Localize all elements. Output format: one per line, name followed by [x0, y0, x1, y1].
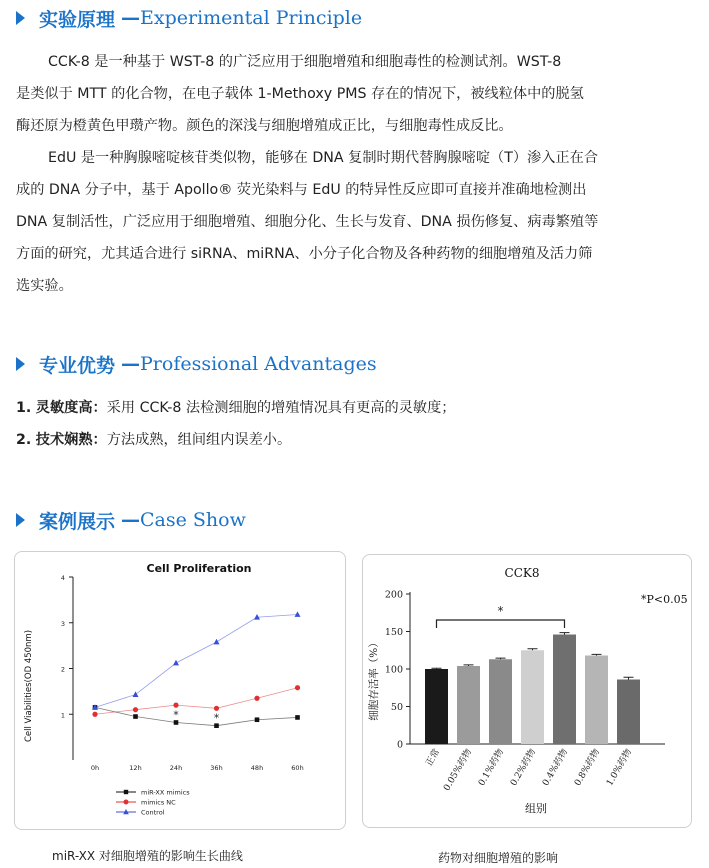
- principle-text: [16, 46, 693, 302]
- x-tick-label: 0.4%药物: [541, 747, 571, 788]
- x-tick-label: 正常: [424, 747, 443, 769]
- series-line: [95, 688, 298, 715]
- section-title-dash: —: [121, 7, 141, 29]
- data-point-square: [255, 717, 260, 722]
- chart-card-proliferation: [14, 551, 346, 830]
- section-title-dash: —: [121, 509, 141, 531]
- data-point-triangle: [214, 639, 220, 645]
- series-line: [95, 707, 298, 725]
- section-header-principle: [16, 5, 362, 31]
- section-title-zh: 案例展示: [39, 510, 116, 533]
- section-title-zh: 实验原理: [39, 8, 116, 31]
- legend-label: Control: [141, 808, 165, 817]
- advantage-item: [16, 392, 455, 424]
- paragraph-line: 方面的研究，尤其适合进行 siRNA、miRNA、小分子化合物及各种药物的细胞增殖及活力筛: [16, 246, 593, 262]
- data-point-circle: [295, 685, 300, 690]
- x-tick-label: 0h: [90, 764, 100, 772]
- x-tick-label: 36h: [210, 764, 223, 772]
- y-tick-label: 200: [384, 589, 403, 601]
- advantage-number: 1.: [16, 400, 32, 416]
- x-tick-label: 0.05%药物: [442, 747, 475, 793]
- triangle-bullet-icon: [16, 357, 25, 371]
- paragraph-line: 选实验。: [16, 278, 73, 294]
- section-title-en: Experimental Principle: [140, 7, 363, 29]
- advantage-item: [16, 424, 291, 456]
- data-point-circle: [92, 712, 97, 717]
- cck8-bar-chart: [363, 555, 691, 827]
- bar: [425, 669, 448, 744]
- data-point-circle: [173, 703, 178, 708]
- advantage-title: 技术娴熟：: [35, 432, 107, 448]
- data-point-circle: [133, 707, 138, 712]
- section-title-dash: —: [121, 353, 141, 375]
- section-title-zh: 专业优势: [39, 354, 116, 377]
- paragraph-line: 酶还原为橙黄色甲瓒产物。颜色的深浅与细胞增殖成正比，与细胞毒性成反比。: [16, 118, 513, 134]
- chart-title: Cell Proliferation: [146, 562, 252, 575]
- significance-star: *: [213, 711, 220, 725]
- x-tick-label: 60h: [291, 764, 304, 772]
- chart-caption: miR-XX 对细胞增殖的影响生长曲线: [52, 849, 243, 863]
- bar: [553, 635, 576, 745]
- y-tick-label: 100: [384, 664, 403, 676]
- significance-star: *: [173, 708, 179, 722]
- data-point-circle: [214, 706, 219, 711]
- legend-label: miR-XX mimics: [141, 788, 190, 797]
- data-point-triangle: [295, 611, 301, 617]
- y-tick-label: 0: [396, 739, 403, 751]
- chart-caption: 药物对细胞增殖的影响: [438, 851, 559, 865]
- y-tick-label: 50: [390, 702, 403, 713]
- advantage-text: 采用 CCK-8 法检测细胞的增殖情况具有更高的灵敏度；: [106, 400, 456, 416]
- significance-bracket: [437, 620, 565, 628]
- series-line: [95, 615, 298, 708]
- chart-card-cck8: [362, 554, 692, 828]
- x-tick-label: 0.8%药物: [573, 747, 603, 788]
- significance-star: *: [497, 604, 504, 618]
- y-tick-label: 150: [384, 627, 403, 638]
- advantage-text: 方法成熟，组间组内误差小。: [106, 432, 292, 448]
- data-point-square: [295, 715, 300, 720]
- x-tick-label: 1.0%药物: [605, 747, 635, 788]
- legend-marker: [124, 800, 129, 805]
- y-tick-label: 2: [60, 665, 65, 674]
- paragraph-line: EdU 是一种胸腺嘧啶核苷类似物，能够在 DNA 复制时期代替胸腺嘧啶（T）渗入正在合: [48, 150, 598, 166]
- y-tick-label: 1: [60, 711, 65, 720]
- section-header-cases: [16, 507, 246, 533]
- section-title-en: Case Show: [140, 509, 246, 531]
- section-header-advantages: [16, 351, 377, 377]
- bar: [521, 650, 544, 744]
- y-tick-label: 4: [60, 574, 65, 582]
- significance-note: *P<0.05: [641, 593, 688, 606]
- advantage-title: 灵敏度高：: [35, 400, 107, 416]
- x-tick-label: 12h: [129, 764, 142, 772]
- triangle-bullet-icon: [16, 11, 25, 25]
- legend-marker: [124, 790, 128, 794]
- x-tick-label: 24h: [169, 764, 183, 772]
- paragraph-line: 是类似于 MTT 的化合物，在电子载体 1-Methoxy PMS 存在的情况下，被线粒体中的脱氢: [16, 86, 584, 102]
- bar: [585, 656, 608, 745]
- legend-label: mimics NC: [141, 798, 176, 807]
- x-tick-label: 0.2%药物: [509, 747, 539, 788]
- proliferation-line-chart: [15, 552, 345, 829]
- data-point-square: [133, 714, 138, 719]
- advantage-number: 2.: [16, 432, 32, 448]
- y-axis-label: 细胞存活率（%）: [368, 637, 380, 721]
- y-tick-label: 3: [60, 619, 65, 628]
- triangle-bullet-icon: [16, 513, 25, 527]
- x-tick-label: 48h: [250, 764, 264, 772]
- x-axis-label: 组别: [525, 802, 547, 815]
- bar: [489, 659, 512, 744]
- paragraph-line: DNA 复制活性，广泛应用于细胞增殖、细胞分化、生长与发育、DNA 损伤修复、病毒繁殖等: [16, 214, 599, 230]
- x-tick-label: 0.1%药物: [477, 747, 507, 788]
- data-point-circle: [254, 696, 259, 701]
- data-point-triangle: [173, 660, 179, 666]
- y-axis-label: Cell Viabilities(OD 450nm): [24, 629, 34, 743]
- section-title-en: Professional Advantages: [140, 353, 377, 375]
- data-point-triangle: [133, 691, 139, 697]
- bar: [457, 666, 480, 744]
- bar: [617, 680, 640, 745]
- paragraph-line: 成的 DNA 分子中，基于 Apollo® 荧光染料与 EdU 的特异性反应即可直接并准确地检测出: [16, 182, 587, 198]
- chart-title: CCK8: [504, 566, 540, 580]
- paragraph-line: CCK-8 是一种基于 WST-8 的广泛应用于细胞增殖和细胞毒性的检测试剂。WST-8: [48, 54, 562, 70]
